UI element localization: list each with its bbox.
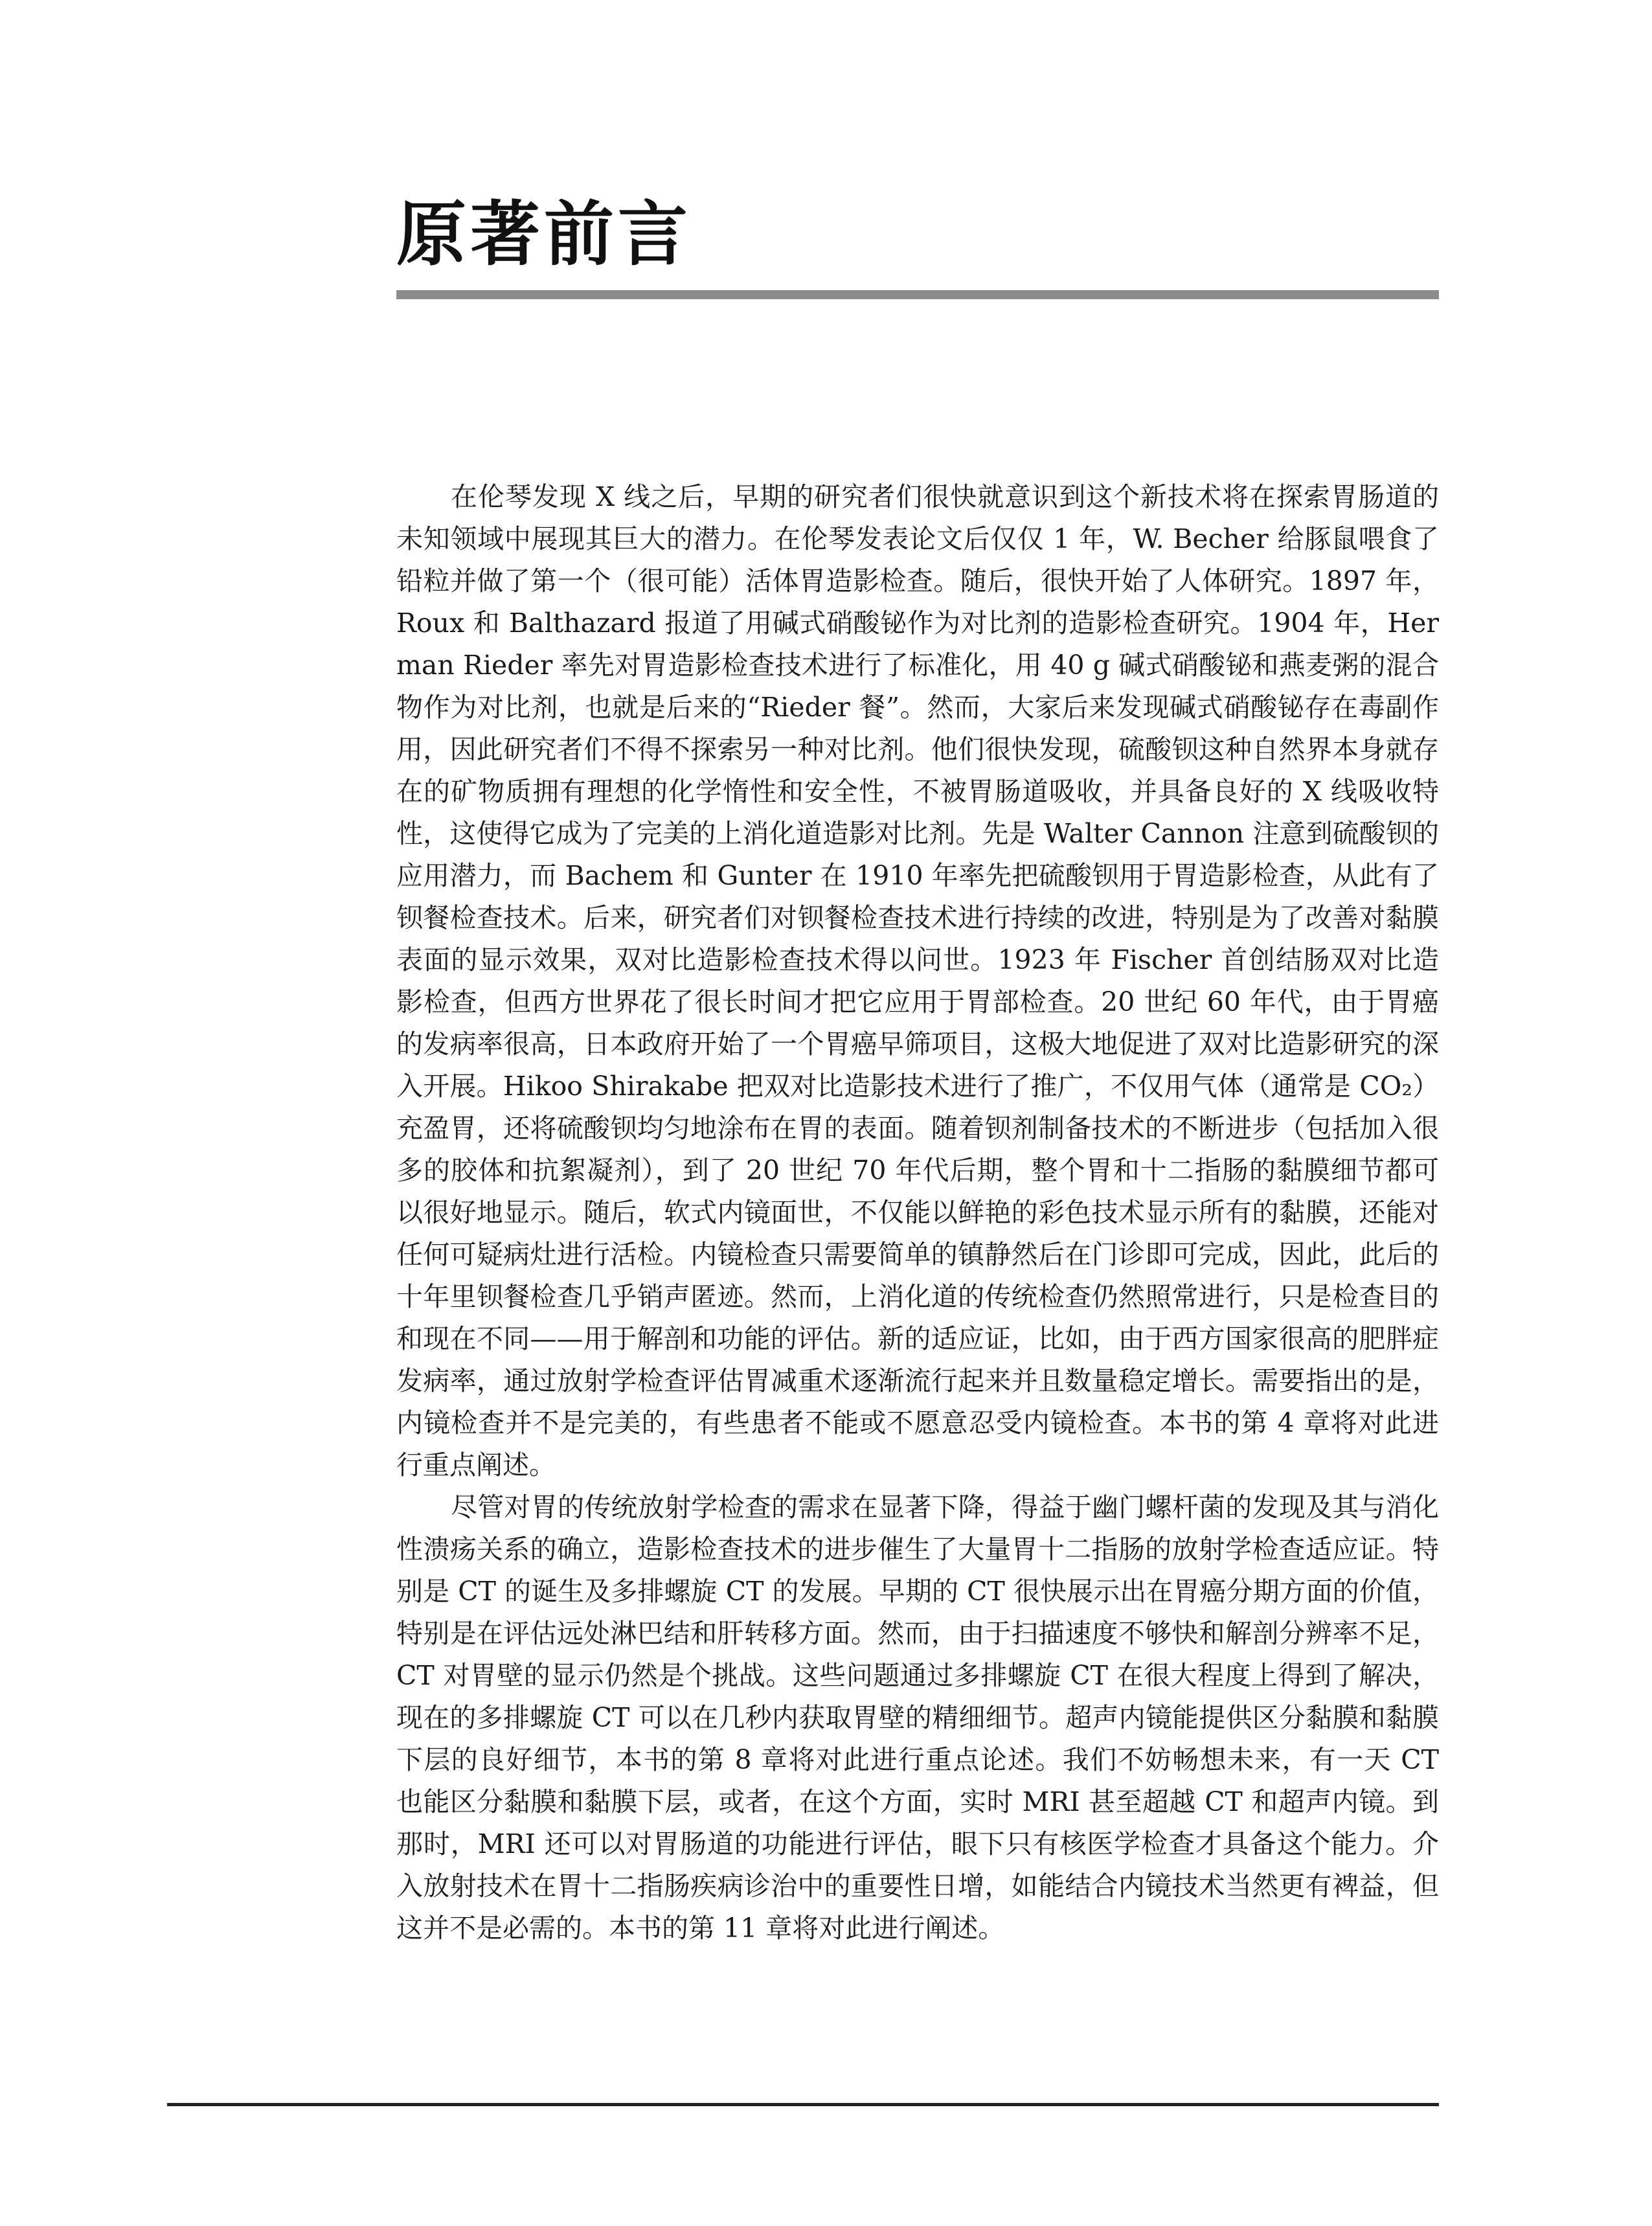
preface-body: [396, 476, 1439, 1949]
page-footer-rule: [167, 2103, 1439, 2106]
page-title: 原著前言: [396, 194, 692, 275]
paragraph-1: 在伦琴发现 X 线之后，早期的研究者们很快就意识到这个新技术将在探索胃肠道的未知领域中展现其巨大的潜力。在伦琴发表论文后仅仅 1 年，W. Becher 给豚鼠喂食了铅粒并做了第一个（很可能）活体胃造影检查。随后，很快开始了人体研究。1897 年，Roux 和 Balthazard 报道了用碱式硝酸铋作为对比剂的造影检查研究。1904 年，Herman Rieder 率先对胃造影检查技术进行了标准化，用 40 g 碱式硝酸铋和燕麦粥的混合物作为对比剂，也就是后来的“Rieder 餐”。然而，大家后来发现碱式硝酸铋存在毒副作用，因此研究者们不得不探索另一种对比剂。他们很快发现，硫酸钡这种自然界本身就存在的矿物质拥有理想的化学惰性和安全性，不被胃肠道吸收，并具备良好的 X 线吸收特性，这使得它成为了完美的上消化道造影对比剂。先是 Walter Cannon 注意到硫酸钡的应用潜力，而 Bachem 和 Gunter 在 1910 年率先把硫酸钡用于胃造影检查，从此有了钡餐检查技术。后来，研究者们对钡餐检查技术进行持续的改进，特别是为了改善对黏膜表面的显示效果，双对比造影检查技术得以问世。1923 年 Fischer 首创结肠双对比造影检查，但西方世界花了很长时间才把它应用于胃部检查。20 世纪 60 年代，由于胃癌的发病率很高，日本政府开始了一个胃癌早筛项目，这极大地促进了双对比造影研究的深入开展。Hikoo Shirakabe 把双对比造影技术进行了推广，不仅用气体（通常是 CO₂）充盈胃，还将硫酸钡均匀地涂布在胃的表面。随着钡剂制备技术的不断进步（包括加入很多的胶体和抗絮凝剂），到了 20 世纪 70 年代后期，整个胃和十二指肠的黏膜细节都可以很好地显示。随后，软式内镜面世，不仅能以鲜艳的彩色技术显示所有的黏膜，还能对任何可疑病灶进行活检。内镜检查只需要简单的镇静然后在门诊即可完成，因此，此后的十年里钡餐检查几乎销声匿迹。然而，上消化道的传统检查仍然照常进行，只是检查目的和现在不同——用于解剖和功能的评估。新的适应证，比如，由于西方国家很高的肥胖症发病率，通过放射学检查评估胃减重术逐渐流行起来并且数量稳定增长。需要指出的是，内镜检查并不是完美的，有些患者不能或不愿意忍受内镜检查。本书的第 4 章将对此进行重点阐述。: [396, 481, 1439, 1481]
title-underline-rule: [396, 290, 1439, 299]
paragraph-2: 尽管对胃的传统放射学检查的需求在显著下降，得益于幽门螺杆菌的发现及其与消化性溃疡关系的确立，造影检查技术的进步催生了大量胃十二指肠的放射学检查适应证。特别是 CT 的诞生及多排螺旋 CT 的发展。早期的 CT 很快展示出在胃癌分期方面的价值，特别是在评估远处淋巴结和肝转移方面。然而，由于扫描速度不够快和解剖分辨率不足，CT 对胃壁的显示仍然是个挑战。这些问题通过多排螺旋 CT 在很大程度上得到了解决，现在的多排螺旋 CT 可以在几秒内获取胃壁的精细细节。超声内镜能提供区分黏膜和黏膜下层的良好细节，本书的第 8 章将对此进行重点论述。我们不妨畅想未来，有一天 CT 也能区分黏膜和黏膜下层，或者，在这个方面，实时 MRI 甚至超越 CT 和超声内镜。到那时，MRI 还可以对胃肠道的功能进行评估，眼下只有核医学检查才具备这个能力。介入放射技术在胃十二指肠疾病诊治中的重要性日增，如能结合内镜技术当然更有裨益，但这并不是必需的。本书的第 11 章将对此进行阐述。: [396, 1492, 1439, 1944]
